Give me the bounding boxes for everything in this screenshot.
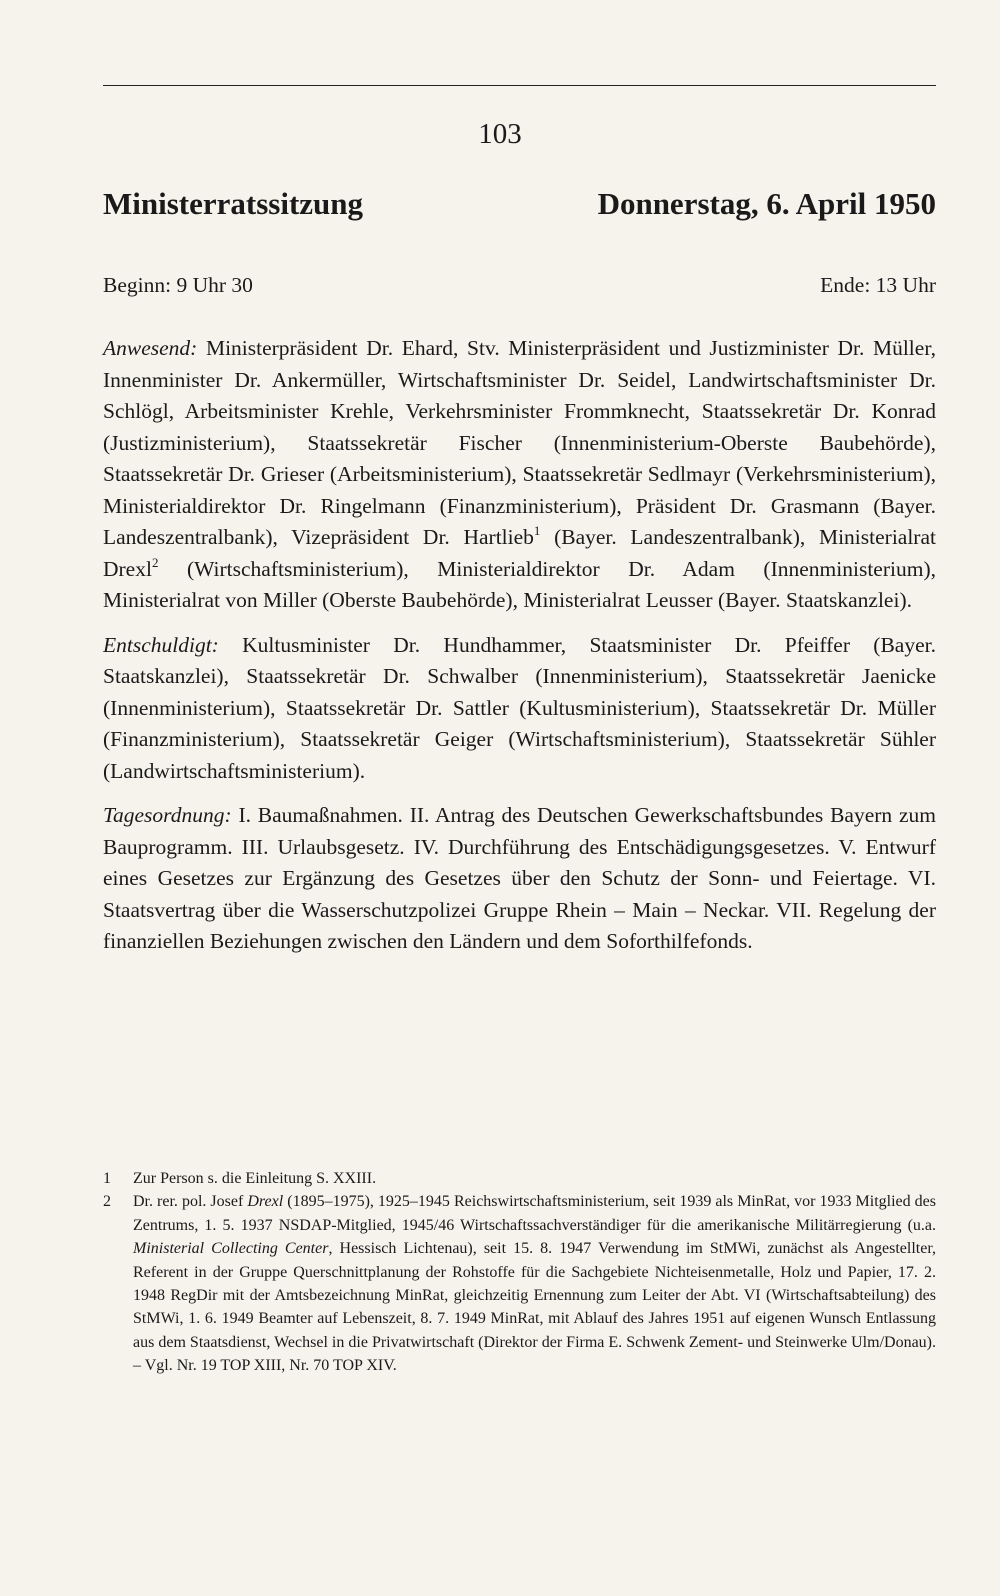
- excused-label: Entschuldigt:: [103, 632, 219, 657]
- excused-paragraph: [103, 630, 936, 788]
- footnote-2: [103, 1190, 936, 1377]
- footnote-text: [133, 1190, 936, 1377]
- header-rule: [103, 85, 936, 86]
- main-text: [103, 333, 936, 971]
- footnote-person-name: Drexl: [247, 1193, 284, 1211]
- agenda-paragraph: [103, 800, 936, 958]
- session-date: Donnerstag, 6. April 1950: [597, 186, 936, 221]
- footnote-1: [103, 1167, 936, 1190]
- footnote-number: 2: [103, 1193, 111, 1211]
- attendees-label: Anwesend:: [103, 336, 198, 360]
- time-row: [103, 273, 936, 298]
- page-number: 103: [478, 118, 522, 150]
- session-title: Ministerratssitzung: [103, 186, 364, 221]
- agenda-text: I. Baumaßnahmen. II. Antrag des Deutschen Gewerkschaftsbundes Bayern zum Bauprogramm. III. Urlaubsgesetz. IV. Durchführung des Entschädigungsgesetzes. V. Entwurf eines Gesetzes zur Ergänzung des Gesetzes über den Schutz der Sonn- und Feiertage. VI. Staatsvertrag über die Wasserschutzpolizei Gruppe Rhein – Main – Neckar. VII. Regelung der finanziellen Beziehungen zwischen den Ländern und dem Soforthilfefonds.: [103, 803, 936, 953]
- end-time: Ende: 13 Uhr: [820, 273, 936, 297]
- footnote-text: Zur Person s. die Einleitung S. XXIII.: [133, 1170, 377, 1187]
- attendees-text-b: (Bayer. Landeszentralbank), Ministerialrat Drexl: [103, 525, 936, 581]
- attendees-text-a: Ministerpräsident Dr. Ehard, Stv. Ministerpräsident und Justizminister Dr. Müller, Innenminister Dr. Ankermüller, Wirtschaftsminister Dr. Seidel, Landwirtschaftsminister Dr. Schlögl, Arbeitsminister Krehle, Verkehrsminister Frommknecht, Staatssekretär Dr. Konrad (Justizministerium), Staatssekretär Fischer (Innenministerium-Oberste Baubehörde), Staatssekretär Dr. Grieser (Arbeitsministerium), Staatssekretär Sedlmayr (Verkehrsministerium), Ministerialdirektor Dr. Ringelmann (Finanzministerium), Präsident Dr. Grasmann (Bayer. Landeszentralbank), Vizepräsident Dr. Hartlieb: [103, 336, 936, 549]
- footnote-number: 1: [103, 1170, 111, 1187]
- footnote-text-a: Dr. rer. pol. Josef: [133, 1193, 248, 1211]
- start-time: Beginn: 9 Uhr 30: [103, 273, 253, 297]
- agenda-label: Tagesordnung:: [103, 803, 232, 827]
- attendees-paragraph: [103, 333, 936, 617]
- footnote-ref-1[interactable]: 1: [533, 523, 541, 538]
- footnote-text-b: (1895–1975), 1925–1945 Reichswirtschaftsministerium, seit 1939 als MinRat, vor 1933 Mitglied des Zentrums, 1. 5. 1937 NSDAP-Mitglied, 1945/46 Wirtschaftssachverständiger für die amerikanische Militärregierung (u.a.: [133, 1193, 936, 1234]
- footnote-italic-center: Ministerial Collecting Center: [133, 1240, 329, 1258]
- footnote-text-c: , Hessisch Lichtenau), seit 15. 8. 1947 Verwendung im StMWi, zunächst als Angestellter, Referent in der Gruppe Querschnittplanung der Rohstoffe für die Sachgebiete Nichteisenmetalle, Holz und Papier, 17. 2. 1948 RegDir mit der Amtsbezeichnung MinRat, gleichzeitig Ernennung zum Leiter der Abt. VI (Wirtschaftsabteilung) des StMWi, 1. 6. 1949 Beamter auf Lebenszeit, 8. 7. 1949 MinRat, mit Ablauf des Jahres 1951 auf eigenen Wunsch Entlassung aus dem Staatsdienst, Wechsel in die Privatwirtschaft (Direktor der Firma E. Schwenk Zement- und Steinwerke Ulm/Donau). – Vgl. Nr. 19 TOP XIII, Nr. 70 TOP XIV.: [133, 1240, 937, 1375]
- excused-text: Kultusminister Dr. Hundhammer, Staatsminister Dr. Pfeiffer (Bayer. Staatskanzlei), Staatssekretär Dr. Schwalber (Innenministerium), Staatssekretär Jaenicke (Innenministerium), Staatssekretär Dr. Sattler (Kultusministerium), Staatssekretär Dr. Müller (Finanzministerium), Staatssekretär Geiger (Wirtschaftsministerium), Staatssekretär Sühler (Landwirtschaftsministerium).: [103, 632, 936, 783]
- title-row: [103, 186, 936, 222]
- attendees-text-c: (Wirtschaftsministerium), Ministerialdirektor Dr. Adam (Innenministerium), Ministerialrat von Miller (Oberste Baubehörde), Ministerialrat Leusser (Bayer. Staatskanzlei).: [103, 556, 936, 612]
- footnote-ref-2[interactable]: 2: [151, 554, 159, 570]
- footnotes: [103, 1167, 936, 1378]
